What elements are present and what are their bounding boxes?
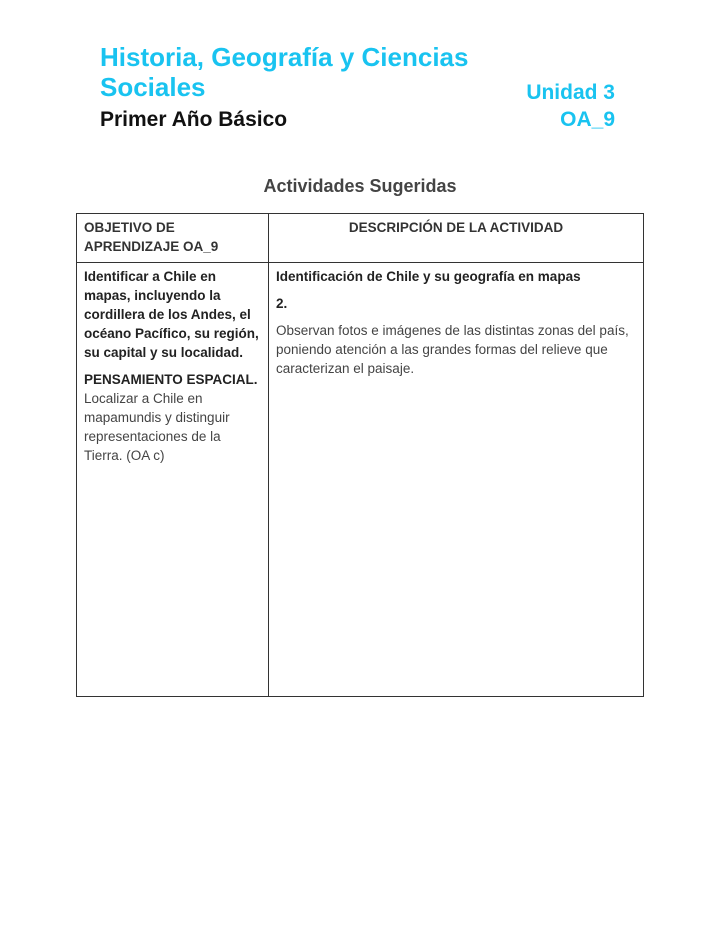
grade-label: Primer Año Básico [100,108,288,131]
unit-label: Unidad 3 [526,81,615,104]
objective-text: Identificar a Chile en mapas, incluyendo la cordillera de los Andes, el océano Pacífico, su región, su capital y su localidad. [84,269,259,360]
oa-label: OA_9 [560,108,615,131]
skill-paragraph [84,370,261,465]
header-description: DESCRIPCIÓN DE LA ACTIVIDAD [269,214,644,263]
activity-title: Identificación de Chile y su geografía en mapas [276,269,581,284]
activity-number: 2. [276,296,288,311]
activity-cell [269,263,644,697]
activities-table [76,213,644,697]
section-title: Actividades Sugeridas [263,176,457,196]
subject-title [100,42,468,102]
header-objective: OBJETIVO DE APRENDIZAJE OA_9 [77,214,269,263]
table-row [77,263,644,697]
skill-label: PENSAMIENTO ESPACIAL. [84,372,258,387]
subject-title-line1: Historia, Geografía y Ciencias [100,42,469,72]
skill-text: Localizar a Chile en mapamundis y distinguir representaciones de la Tierra. (OA c) [84,391,230,463]
table-header-row [77,214,644,263]
objective-cell [77,263,269,697]
subject-title-line2: Sociales [100,72,206,102]
activity-description: Observan fotos e imágenes de las distintas zonas del país, poniendo atención a las grandes formas del relieve que caracterizan el paisaje. [276,323,629,376]
